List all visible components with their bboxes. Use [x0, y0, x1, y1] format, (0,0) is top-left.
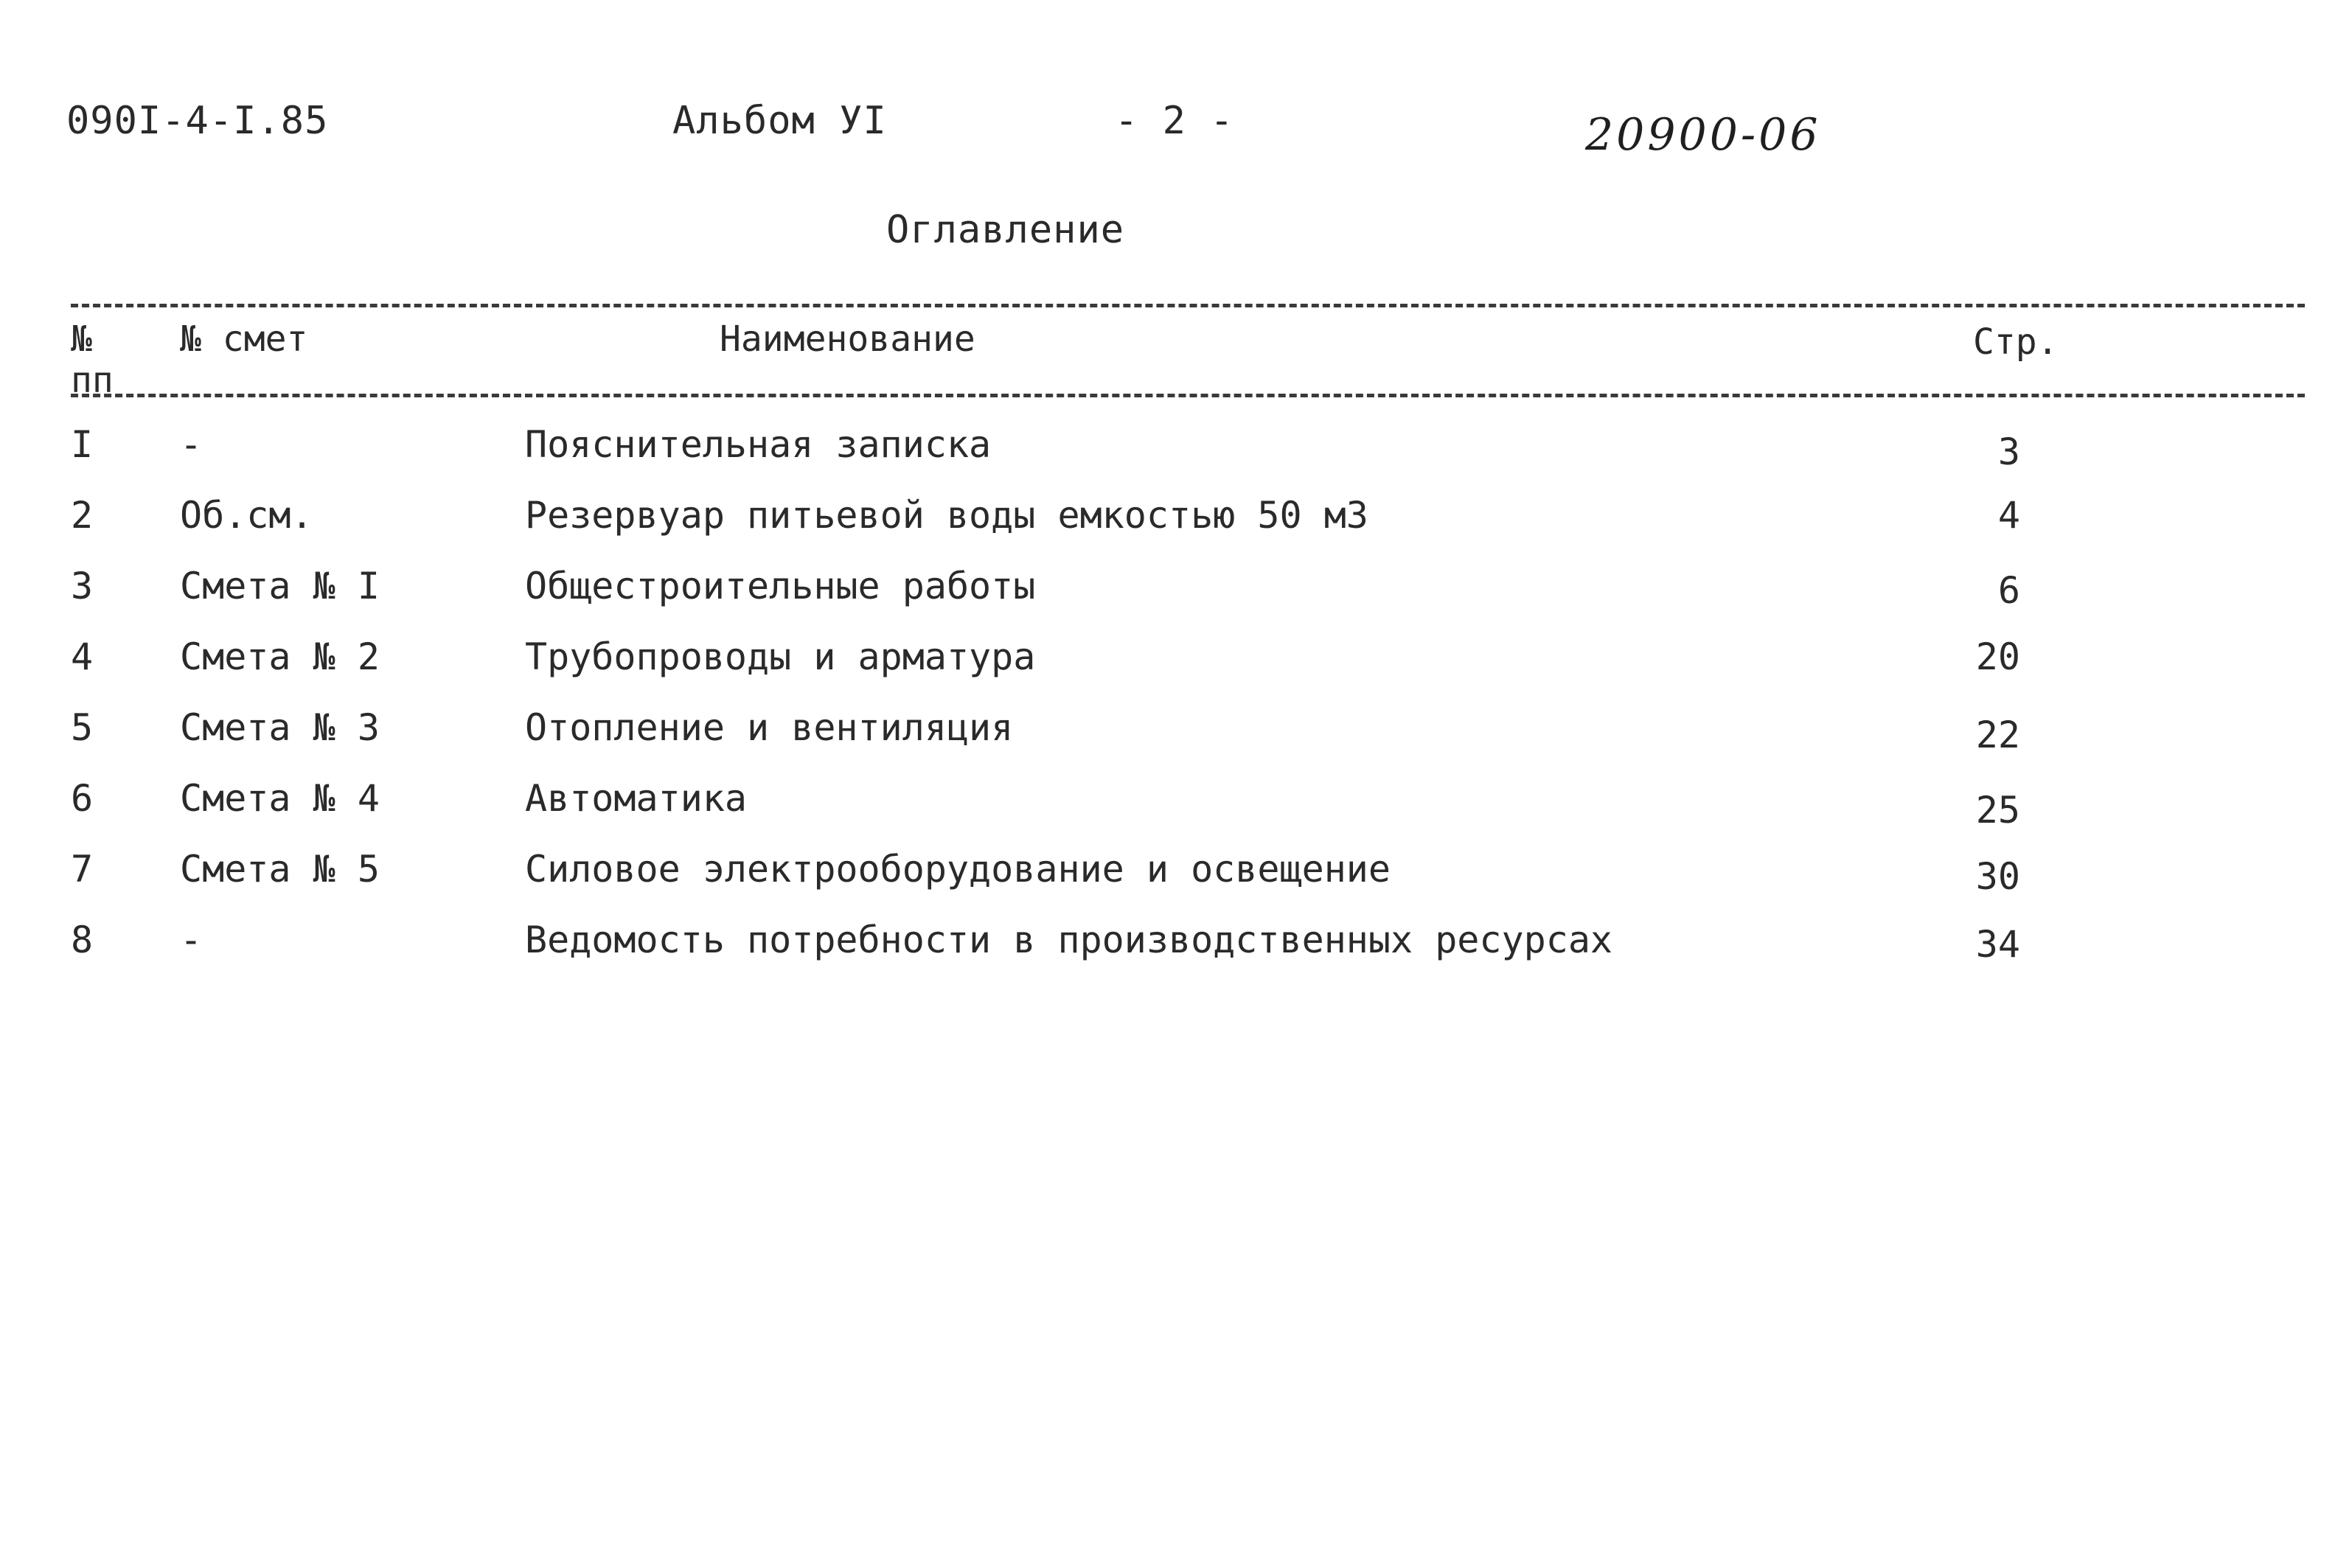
row-number: 7: [71, 848, 94, 891]
row-number: 3: [71, 565, 94, 607]
row-name: Резервуар питьевой воды емкостью 50 м3: [525, 494, 1368, 537]
table-row: [0, 706, 2352, 777]
row-estimate: -: [180, 919, 203, 961]
row-estimate: Смета № 5: [180, 848, 380, 891]
table-row: [0, 777, 2352, 848]
row-page: 22: [1975, 714, 2020, 756]
row-estimate: -: [180, 423, 203, 466]
row-number: 5: [71, 706, 94, 749]
table-row: [0, 635, 2352, 706]
row-estimate: Об.см.: [180, 494, 313, 537]
row-number: 2: [71, 494, 94, 537]
album-label: Альбом УI: [672, 99, 887, 143]
row-name: Пояснительная записка: [525, 423, 992, 466]
document-code: 090I-4-I.85: [66, 99, 329, 143]
column-header-number-line2: пп: [71, 360, 114, 401]
table-row: [0, 565, 2352, 635]
row-page: 30: [1975, 855, 2020, 898]
handwritten-number: 20900-06: [1585, 109, 1821, 161]
row-page: 4: [1997, 494, 2020, 537]
row-number: 4: [71, 635, 94, 678]
row-name: Ведомость потребности в производственных ресурсах: [525, 919, 1613, 961]
toc-title: Оглавление: [886, 208, 1125, 252]
row-estimate: Смета № I: [180, 565, 380, 607]
row-name: Общестроительные работы: [525, 565, 1036, 607]
table-rule-top: [71, 304, 2305, 307]
column-header-page: Стр.: [1973, 321, 2059, 363]
table-row: [0, 423, 2352, 494]
row-estimate: Смета № 4: [180, 777, 380, 820]
row-page: 3: [1997, 431, 2020, 473]
table-rule-bottom: [71, 394, 2305, 397]
column-header-number-line1: №: [71, 318, 92, 360]
row-name: Силовое электрооборудование и освещение: [525, 848, 1391, 891]
row-name: Отопление и вентиляция: [525, 706, 1014, 749]
row-name: Трубопроводы и арматура: [525, 635, 1036, 678]
table-row: [0, 919, 2352, 989]
row-number: 8: [71, 919, 94, 961]
column-header-number: [71, 318, 114, 401]
column-header-estimate: № смет: [180, 318, 308, 360]
row-page: 34: [1975, 923, 2020, 966]
row-number: I: [71, 423, 94, 466]
page-number: - 2 -: [1115, 99, 1234, 143]
column-header-name: Наименование: [720, 318, 975, 360]
row-page: 6: [1997, 569, 2020, 612]
row-name: Автоматика: [525, 777, 748, 820]
row-estimate: Смета № 3: [180, 706, 380, 749]
row-number: 6: [71, 777, 94, 820]
table-row: [0, 494, 2352, 565]
table-row: [0, 848, 2352, 919]
row-page: 25: [1975, 789, 2020, 832]
row-estimate: Смета № 2: [180, 635, 380, 678]
row-page: 20: [1975, 635, 2020, 678]
